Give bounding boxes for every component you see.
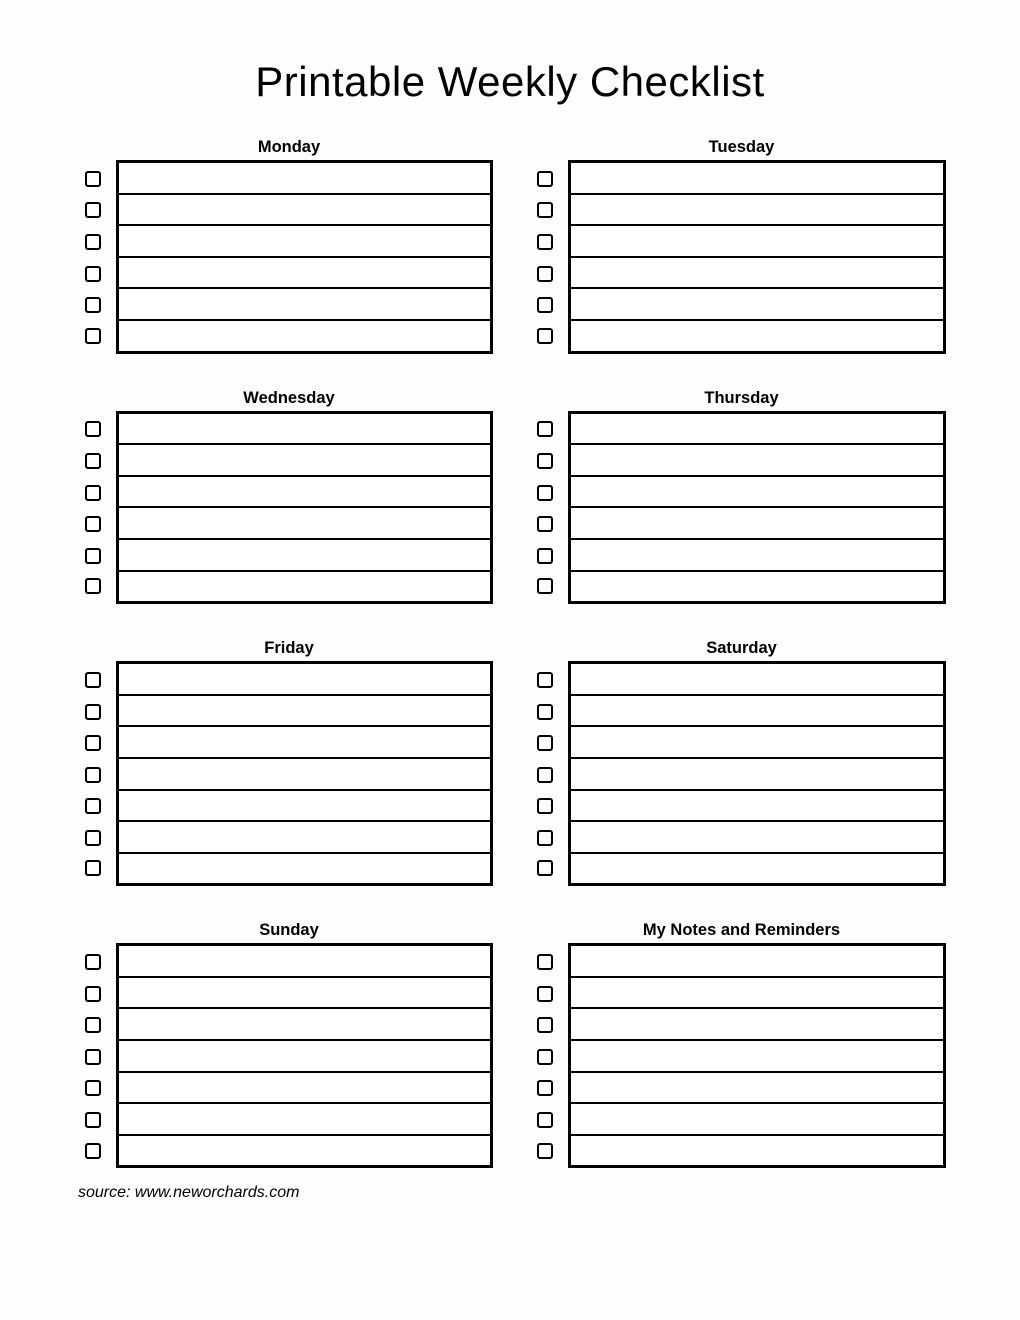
checkbox[interactable] xyxy=(85,516,101,532)
checklist-line[interactable] xyxy=(119,540,490,572)
checkbox[interactable] xyxy=(85,735,101,751)
checkbox[interactable] xyxy=(85,202,101,218)
checkbox-cell xyxy=(537,1104,568,1136)
checkbox-column xyxy=(85,943,116,1165)
checklist-line[interactable] xyxy=(571,854,943,884)
checklist-line[interactable] xyxy=(571,414,943,446)
checklist-line[interactable] xyxy=(571,1136,943,1166)
checklist-table xyxy=(116,411,493,605)
section-tuesday xyxy=(537,138,946,354)
checkbox-cell xyxy=(537,696,568,728)
checkbox-cell xyxy=(85,791,116,823)
checkbox-cell xyxy=(537,1009,568,1041)
section-title-thursday: Thursday xyxy=(704,388,779,407)
checkbox-cell xyxy=(85,321,116,351)
checkbox-cell xyxy=(537,854,568,884)
checklist-table xyxy=(116,160,493,354)
checklist-line[interactable] xyxy=(119,727,490,759)
checkbox-cell xyxy=(85,572,116,602)
checkbox[interactable] xyxy=(537,202,553,218)
checklist-table xyxy=(568,943,946,1168)
checkbox-cell xyxy=(537,445,568,477)
section-title-tuesday: Tuesday xyxy=(708,138,775,156)
checklist-line[interactable] xyxy=(571,1073,943,1105)
checklist-line[interactable] xyxy=(119,759,490,791)
checklist-line[interactable] xyxy=(119,508,490,540)
checklist-line[interactable] xyxy=(571,759,943,791)
checkbox[interactable] xyxy=(85,421,101,437)
checkbox-cell xyxy=(85,696,116,728)
checkbox[interactable] xyxy=(537,830,553,846)
checkbox[interactable] xyxy=(537,453,553,469)
checkbox-cell xyxy=(85,508,116,540)
checklist-line[interactable] xyxy=(571,572,943,602)
checkbox-cell xyxy=(537,572,568,602)
checkbox-cell xyxy=(85,978,116,1010)
checkbox-cell xyxy=(537,978,568,1010)
section-monday xyxy=(85,138,493,354)
checkbox-column xyxy=(537,943,568,1165)
checkbox[interactable] xyxy=(85,830,101,846)
checkbox[interactable] xyxy=(85,171,101,187)
checklist-table xyxy=(568,160,946,354)
checkbox-cell xyxy=(537,289,568,321)
checkbox[interactable] xyxy=(85,1049,101,1065)
checkbox[interactable] xyxy=(85,266,101,282)
checkbox-cell xyxy=(85,727,116,759)
checkbox-cell xyxy=(85,289,116,321)
checkbox[interactable] xyxy=(85,704,101,720)
checklist-line[interactable] xyxy=(571,1104,943,1136)
checklist-line[interactable] xyxy=(571,163,943,195)
checkbox[interactable] xyxy=(85,1080,101,1096)
section-title-monday: Monday xyxy=(257,138,321,156)
checkbox-cell xyxy=(537,822,568,854)
checklist-line[interactable] xyxy=(571,258,943,290)
section-friday xyxy=(85,639,493,886)
checklist-table xyxy=(116,943,493,1168)
checkbox[interactable] xyxy=(537,266,553,282)
checkbox[interactable] xyxy=(85,1017,101,1033)
checkbox-cell xyxy=(85,1009,116,1041)
page-title: Printable Weekly Checklist xyxy=(255,58,765,105)
checkbox[interactable] xyxy=(537,234,553,250)
checkbox-cell xyxy=(85,163,116,195)
checkbox[interactable] xyxy=(537,954,553,970)
checkbox[interactable] xyxy=(537,672,553,688)
checkbox[interactable] xyxy=(537,548,553,564)
checkbox[interactable] xyxy=(537,516,553,532)
checkbox-cell xyxy=(537,946,568,978)
checklist-line[interactable] xyxy=(571,226,943,258)
checklist-line[interactable] xyxy=(119,572,490,602)
checkbox-cell xyxy=(85,1104,116,1136)
checkbox[interactable] xyxy=(537,578,553,594)
checklist-line[interactable] xyxy=(119,978,490,1010)
checkbox[interactable] xyxy=(85,328,101,344)
checkbox-cell xyxy=(537,508,568,540)
checkbox-column xyxy=(537,661,568,883)
checkbox[interactable] xyxy=(537,328,553,344)
source-attribution: source: www.neworchards.com xyxy=(78,1184,300,1202)
checkbox-cell xyxy=(537,1136,568,1166)
sections-grid xyxy=(0,138,1020,1168)
section-title-notes-reminders: My Notes and Reminders xyxy=(642,921,841,940)
section-title-sunday: Sunday xyxy=(259,921,319,940)
checklist-line[interactable] xyxy=(119,696,490,728)
checkbox-cell xyxy=(537,258,568,290)
checkbox-cell xyxy=(537,414,568,446)
checkbox-cell xyxy=(85,664,116,696)
checkbox-cell xyxy=(85,540,116,572)
checkbox[interactable] xyxy=(537,1017,553,1033)
checkbox[interactable] xyxy=(85,860,101,876)
checkbox[interactable] xyxy=(85,767,101,783)
checkbox-cell xyxy=(537,1041,568,1073)
checklist-line[interactable] xyxy=(119,445,490,477)
checklist-line[interactable] xyxy=(571,445,943,477)
checkbox[interactable] xyxy=(85,798,101,814)
checklist-line[interactable] xyxy=(571,696,943,728)
checkbox-column xyxy=(85,160,116,351)
checklist-line[interactable] xyxy=(571,822,943,854)
checklist-line[interactable] xyxy=(119,1073,490,1105)
checklist-line[interactable] xyxy=(119,477,490,509)
checklist-line[interactable] xyxy=(119,321,490,351)
checklist-line[interactable] xyxy=(119,791,490,823)
checklist-line[interactable] xyxy=(571,978,943,1010)
checkbox[interactable] xyxy=(537,1049,553,1065)
checkbox-cell xyxy=(537,477,568,509)
checklist-line[interactable] xyxy=(571,289,943,321)
checkbox[interactable] xyxy=(537,1112,553,1128)
checklist-line[interactable] xyxy=(119,195,490,227)
checkbox-cell xyxy=(537,226,568,258)
checkbox[interactable] xyxy=(85,954,101,970)
section-title-friday: Friday xyxy=(264,639,314,658)
checkbox-column xyxy=(537,160,568,351)
section-wednesday xyxy=(85,389,493,605)
checkbox-cell xyxy=(85,258,116,290)
checkbox-cell xyxy=(85,1073,116,1105)
section-saturday xyxy=(537,639,946,886)
checklist-line[interactable] xyxy=(119,163,490,195)
checklist-line[interactable] xyxy=(119,258,490,290)
checklist-line[interactable] xyxy=(571,540,943,572)
checkbox[interactable] xyxy=(537,986,553,1002)
checklist-line[interactable] xyxy=(571,727,943,759)
checklist-line[interactable] xyxy=(571,321,943,351)
checkbox[interactable] xyxy=(85,1112,101,1128)
checkbox-cell xyxy=(85,1041,116,1073)
checklist-table xyxy=(568,661,946,886)
checklist-line[interactable] xyxy=(119,946,490,978)
checkbox-cell xyxy=(537,759,568,791)
checkbox-cell xyxy=(85,477,116,509)
checkbox-cell xyxy=(85,226,116,258)
checkbox[interactable] xyxy=(85,986,101,1002)
checkbox[interactable] xyxy=(537,485,553,501)
checkbox[interactable] xyxy=(537,1143,553,1159)
checklist-line[interactable] xyxy=(119,664,490,696)
checkbox-cell xyxy=(537,791,568,823)
checklist-line[interactable] xyxy=(571,1041,943,1073)
checkbox-cell xyxy=(85,946,116,978)
checklist-table xyxy=(568,411,946,605)
checklist-line[interactable] xyxy=(571,508,943,540)
checkbox[interactable] xyxy=(537,297,553,313)
section-sunday xyxy=(85,921,493,1168)
checkbox-column xyxy=(85,661,116,883)
section-title-saturday: Saturday xyxy=(706,639,777,658)
checkbox-column xyxy=(85,411,116,602)
checkbox[interactable] xyxy=(537,171,553,187)
checkbox[interactable] xyxy=(537,860,553,876)
checkbox-cell xyxy=(85,759,116,791)
checkbox-cell xyxy=(537,321,568,351)
checklist-line[interactable] xyxy=(119,226,490,258)
checkbox-cell xyxy=(85,414,116,446)
checklist-line[interactable] xyxy=(119,414,490,446)
checkbox-cell xyxy=(85,854,116,884)
section-thursday xyxy=(537,389,946,605)
checklist-line[interactable] xyxy=(119,1104,490,1136)
checklist-line[interactable] xyxy=(119,289,490,321)
checklist-line[interactable] xyxy=(119,854,490,884)
checklist-line[interactable] xyxy=(571,664,943,696)
checkbox[interactable] xyxy=(537,767,553,783)
checklist-line[interactable] xyxy=(571,195,943,227)
section-title-wednesday: Wednesday xyxy=(243,388,335,407)
checkbox[interactable] xyxy=(537,798,553,814)
checkbox[interactable] xyxy=(85,297,101,313)
checkbox-cell xyxy=(537,664,568,696)
checkbox[interactable] xyxy=(537,735,553,751)
checklist-line[interactable] xyxy=(571,791,943,823)
checkbox-cell xyxy=(537,540,568,572)
checklist-line[interactable] xyxy=(571,477,943,509)
checkbox[interactable] xyxy=(537,421,553,437)
checklist-line[interactable] xyxy=(571,946,943,978)
checklist-table xyxy=(116,661,493,886)
checklist-line[interactable] xyxy=(571,1009,943,1041)
checklist-line[interactable] xyxy=(119,1136,490,1166)
checkbox[interactable] xyxy=(85,234,101,250)
checklist-line[interactable] xyxy=(119,822,490,854)
section-notes-reminders xyxy=(537,921,946,1168)
checkbox-cell xyxy=(537,163,568,195)
checkbox[interactable] xyxy=(85,1143,101,1159)
checkbox-column xyxy=(537,411,568,602)
checklist-line[interactable] xyxy=(119,1041,490,1073)
checkbox-cell xyxy=(537,195,568,227)
checkbox-cell xyxy=(537,727,568,759)
checkbox-cell xyxy=(537,1073,568,1105)
checkbox[interactable] xyxy=(85,453,101,469)
checkbox[interactable] xyxy=(537,704,553,720)
checkbox-cell xyxy=(85,1136,116,1166)
checkbox[interactable] xyxy=(85,548,101,564)
checkbox[interactable] xyxy=(537,1080,553,1096)
checkbox-cell xyxy=(85,822,116,854)
checkbox[interactable] xyxy=(85,578,101,594)
checkbox[interactable] xyxy=(85,485,101,501)
checkbox[interactable] xyxy=(85,672,101,688)
checklist-line[interactable] xyxy=(119,1009,490,1041)
checkbox-cell xyxy=(85,195,116,227)
checkbox-cell xyxy=(85,445,116,477)
